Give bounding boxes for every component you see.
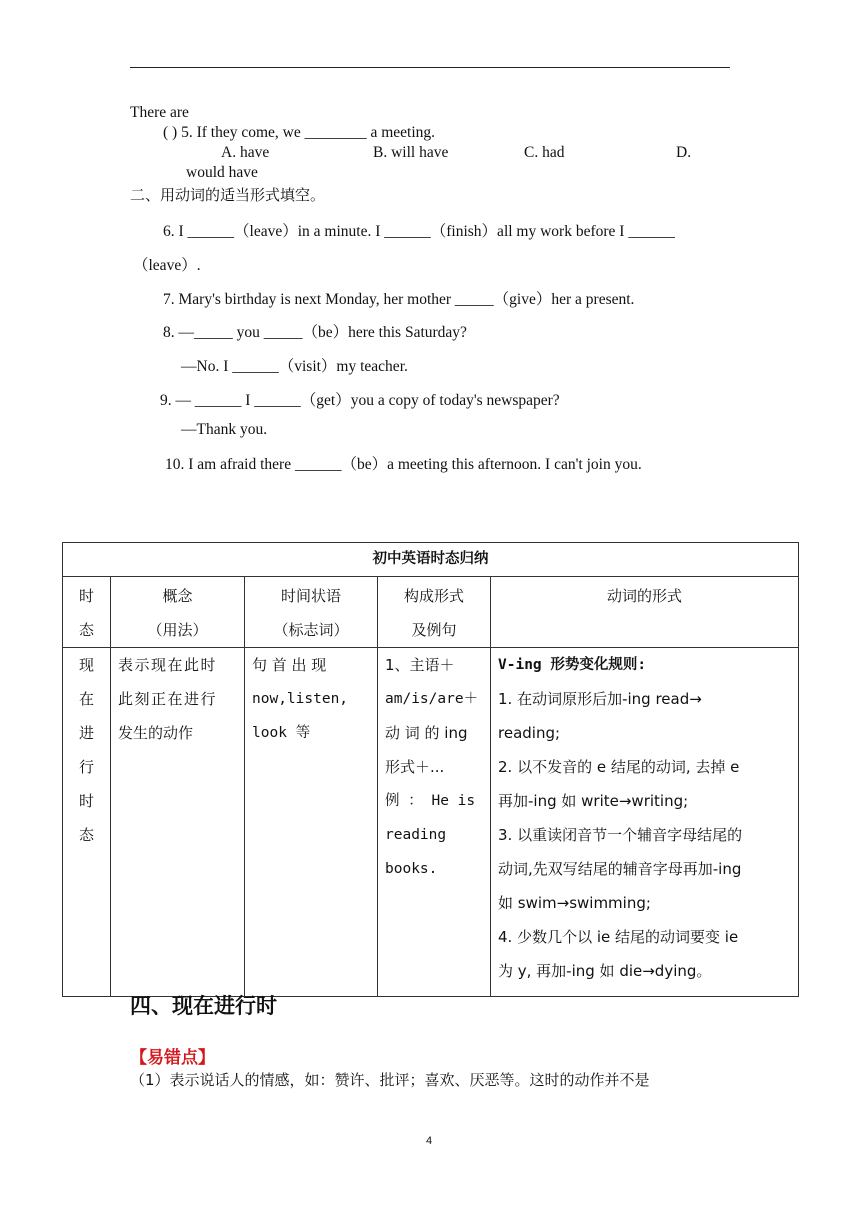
header-verb-form [491,577,799,648]
question-5: ( ) 5. If they come, we ________ a meeting. [163,124,436,141]
question-10: 10. I am afraid there ______（be）a meeting this afternoon. I can't join you. [165,456,642,473]
header-verb-line-1: 动词的形式 [607,587,683,605]
time-marker-line: look 等 [252,725,311,741]
verb-form-line: 如 swim→swimming; [498,894,651,912]
question-6-line-2: （leave）. [133,257,201,274]
header-tense-line-1: 时 [78,587,94,605]
header-tense [63,577,111,648]
page-number: 4 [426,1135,433,1147]
header-structure-line-2: 及例句 [411,621,457,639]
concept-line: 发生的动作 [118,724,194,742]
intro-line: There are [130,104,189,121]
verb-form-line: 4. 少数几个以 ie 结尾的动词要变 ie [498,928,739,946]
verb-form-cell [491,648,799,997]
verb-form-line: 动词,先双写结尾的辅音字母再加-ing [498,860,742,878]
header-concept-line-2: （用法） [147,621,208,639]
header-concept [111,577,245,648]
q5-option-b: B. will have [373,144,449,161]
header-rule [130,67,730,68]
concept-line: 表示现在此时 [118,656,218,674]
error-point-tag: 【易错点】 [130,1048,215,1068]
structure-line: reading [385,827,447,843]
structure-line: 例 ： He is [385,793,476,809]
q5-option-c: C. had [524,144,565,161]
header-structure-line-1: 构成形式 [403,587,464,605]
time-marker-cell [245,648,378,997]
error-point-note: （1）表示说话人的情感，如：赞许、批评；喜欢、厌恶等。这时的动作并不是 [130,1071,650,1089]
q5-option-a: A. have [221,144,270,161]
question-9-line-1: 9. — ______ I ______（get）you a copy of today's newspaper? [160,392,560,409]
question-8-line-2: —No. I ______（visit）my teacher. [181,358,408,375]
question-7: 7. Mary's birthday is next Monday, her mother _____（give）her a present. [163,291,635,308]
question-8-line-1: 8. —_____ you _____（be）here this Saturday? [163,324,467,341]
concept-cell [111,648,245,997]
tense-char: 在 [78,690,94,708]
tense-summary-table [62,542,799,997]
structure-line: 1、主语＋ [385,656,455,674]
structure-line: 动 词 的 ing [385,724,468,742]
structure-cell [378,648,491,997]
tense-char: 行 [78,758,94,776]
verb-form-line: 3. 以重读闭音节一个辅音字母结尾的 [498,826,743,844]
tense-char: 现 [78,656,94,674]
section-4-title: 四、现在进行时 [130,994,277,1018]
tense-name-cell [63,648,111,997]
verb-form-line: 为 y, 再加-ing 如 die→dying。 [498,962,712,980]
structure-line: am/is/are＋ [385,691,479,707]
concept-line: 此刻正在进行 [118,690,218,708]
time-marker-line: 句 首 出 现 [252,656,327,674]
tense-char: 时 [78,792,94,810]
verb-form-line: 1. 在动词原形后加-ing read→ [498,690,702,708]
tense-char: 进 [78,724,94,742]
section-2-title: 二、用动词的适当形式填空。 [130,186,326,204]
structure-line: books. [385,861,438,877]
header-time-marker [245,577,378,648]
q5-option-d-wrap: would have [186,164,258,181]
table-caption: 初中英语时态归纳 [63,543,799,577]
verb-form-line: reading; [498,724,561,742]
header-time-line-2: （标志词） [273,621,349,639]
header-structure [378,577,491,648]
structure-line: 形式＋... [385,758,445,776]
q5-option-d: D. [676,144,692,161]
header-time-line-1: 时间状语 [280,587,341,605]
tense-char: 态 [78,826,94,844]
verb-form-line: 2. 以不发音的 e 结尾的动词, 去掉 e [498,758,740,776]
header-tense-line-2: 态 [78,621,94,639]
verb-form-line: 再加-ing 如 write→writing; [498,792,689,810]
header-concept-line-1: 概念 [162,587,193,605]
question-9-line-2: —Thank you. [181,421,268,438]
time-marker-line: now,listen, [252,691,349,707]
question-6-line-1: 6. I ______（leave）in a minute. I ______（finish）all my work before I ______ [163,223,675,240]
verb-form-title: V-ing 形势变化规则: [498,657,647,673]
